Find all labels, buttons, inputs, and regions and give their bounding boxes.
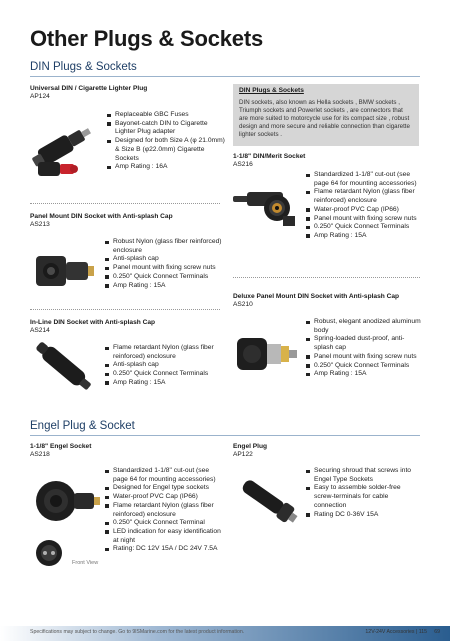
cigarette-lighter-plug-image <box>30 110 102 190</box>
feature-item: Amp Rating : 15A <box>105 379 223 388</box>
feature-item: Designed for Engel type sockets <box>105 484 223 493</box>
divider <box>30 203 220 204</box>
din-info-box <box>233 84 419 146</box>
product-as214 <box>30 319 155 334</box>
feature-item: 0.250" Quick Connect Terminal <box>105 519 223 528</box>
product-code: AS210 <box>233 301 253 308</box>
feature-item: Bayonet-catch DIN to Cigarette Lighter Plug adapter <box>107 120 225 137</box>
product-as210 <box>233 293 399 308</box>
feature-list-as213 <box>105 238 223 290</box>
divider <box>233 277 420 278</box>
feature-item: Amp Rating : 15A <box>105 282 223 291</box>
section-rule-engel <box>30 435 420 436</box>
footer-info <box>365 629 440 635</box>
footer-divider: | <box>415 629 418 635</box>
product-code: AP122 <box>233 451 253 458</box>
section-title-engel: Engel Plug & Socket <box>30 420 135 432</box>
info-box-text: DIN sockets, also known as Hella sockets , BMW sockets , Triumph sockets and Powerlet sockets , are connectors that are more suited to motorcycle use for its compact size , robust design and more secure and reliable connection than cigarette lighter sockets . <box>239 99 410 139</box>
feature-item: Anti-splash cap <box>105 361 223 370</box>
feature-item: Standardized 1-1/8" cut-out (see page 64 for mounting accessories) <box>105 467 223 484</box>
engel-plug-image <box>233 468 305 534</box>
product-ap124 <box>30 85 147 100</box>
feature-item: Flame retardant Nylon (glass fiber reinforced) enclosure <box>306 188 422 205</box>
footer-disclaimer: Specifications may subject to change. Go to 9lSMarine.com for the latest product information. <box>30 629 245 635</box>
feature-item: Replaceable GBC Fuses <box>107 111 225 120</box>
front-view-caption: Front View <box>72 560 99 566</box>
product-name: 1-1/8" Engel Socket <box>30 443 92 450</box>
feature-item: Designed for both Size A (φ 21.0mm) & Size B (φ22.0mm) Cigarette Sockets <box>107 137 225 163</box>
product-as213 <box>30 213 173 228</box>
product-name: Panel Mount DIN Socket with Anti-splash Cap <box>30 213 173 220</box>
feature-item: Spring-loaded dust-proof, anti-splash cap <box>306 335 422 352</box>
feature-item: Water-proof PVC Cap (IP66) <box>306 206 422 215</box>
feature-item: Panel mount with fixing screw nuts <box>105 264 223 273</box>
page-title: Other Plugs & Sockets <box>30 26 263 51</box>
product-name: Universal DIN / Cigarette Lighter Plug <box>30 85 148 92</box>
feature-list-as216 <box>306 171 422 241</box>
engel-socket-front-view-image <box>34 538 64 568</box>
product-ap122 <box>233 443 267 458</box>
feature-item: Flame retardant Nylon (glass fiber reinforced) enclosure <box>105 344 223 361</box>
product-code: AS216 <box>233 161 253 168</box>
divider <box>30 309 220 310</box>
feature-list-as210 <box>306 318 422 379</box>
feature-item: Flame retardant Nylon (glass fiber reinforced) enclosure <box>105 502 223 519</box>
feature-item: LED indication for easy identification at night <box>105 528 223 545</box>
product-as218 <box>30 443 91 458</box>
feature-item: Rating DC 0-36V 15A <box>306 511 422 520</box>
section-rule-din <box>30 76 420 77</box>
product-name: Deluxe Panel Mount DIN Socket with Anti-splash Cap <box>233 293 400 300</box>
feature-item: Anti-splash cap <box>105 255 223 264</box>
deluxe-din-socket-image <box>233 330 303 380</box>
product-code: AS213 <box>30 221 50 228</box>
feature-item: Securing shroud that screws into Engel Type Sockets <box>306 467 422 484</box>
feature-item: 0.250" Quick Connect Terminals <box>306 362 422 371</box>
feature-item: 0.250" Quick Connect Terminals <box>306 223 422 232</box>
product-name: In-Line DIN Socket with Anti-splash Cap <box>30 319 156 326</box>
product-name: 1-1/8" DIN/Merit Socket <box>233 153 306 160</box>
feature-item: Water-proof PVC Cap (IP66) <box>105 493 223 502</box>
product-as216 <box>233 153 305 168</box>
feature-item: Easy to assemble solder-free screw-terminals for cable connection <box>306 484 422 510</box>
feature-item: Panel mount with fixing screw nuts <box>306 215 422 224</box>
page-number: 69 <box>434 629 440 635</box>
panel-mount-din-socket-image <box>30 242 98 298</box>
feature-list-as214 <box>105 344 223 388</box>
feature-item: Amp Rating : 15A <box>306 370 422 379</box>
engel-socket-image <box>30 475 102 531</box>
din-merit-socket-image <box>233 186 303 232</box>
in-line-din-socket-image <box>30 338 102 398</box>
feature-item: Amp Rating : 16A <box>107 163 225 172</box>
footer-category: 12V-24V Accessories <box>365 629 415 635</box>
feature-item: Robust, elegant anodized aluminum body <box>306 318 422 335</box>
feature-list-ap122 <box>306 467 422 519</box>
footer-brand: 115 <box>418 629 427 635</box>
feature-item: Amp Rating : 15A <box>306 232 422 241</box>
product-code: AS214 <box>30 327 50 334</box>
product-name: Engel Plug <box>233 443 268 450</box>
section-title-din: DIN Plugs & Sockets <box>30 61 137 73</box>
feature-item: Panel mount with fixing screw nuts <box>306 353 422 362</box>
feature-item: 0.250" Quick Connect Terminals <box>105 273 223 282</box>
product-code: AS218 <box>30 451 50 458</box>
feature-list-as218 <box>105 467 223 554</box>
product-code: AP124 <box>30 93 50 100</box>
feature-item: Robust Nylon (glass fiber reinforced) enclosure <box>105 238 223 255</box>
feature-list-ap124 <box>107 111 225 172</box>
feature-item: 0.250" Quick Connect Terminals <box>105 370 223 379</box>
feature-item: Rating: DC 12V 15A / DC 24V 7.5A <box>105 545 223 554</box>
info-box-title: DIN Plugs & Sockets <box>239 87 304 94</box>
feature-item: Standardized 1-1/8" cut-out (see page 64 for mounting accessories) <box>306 171 422 188</box>
